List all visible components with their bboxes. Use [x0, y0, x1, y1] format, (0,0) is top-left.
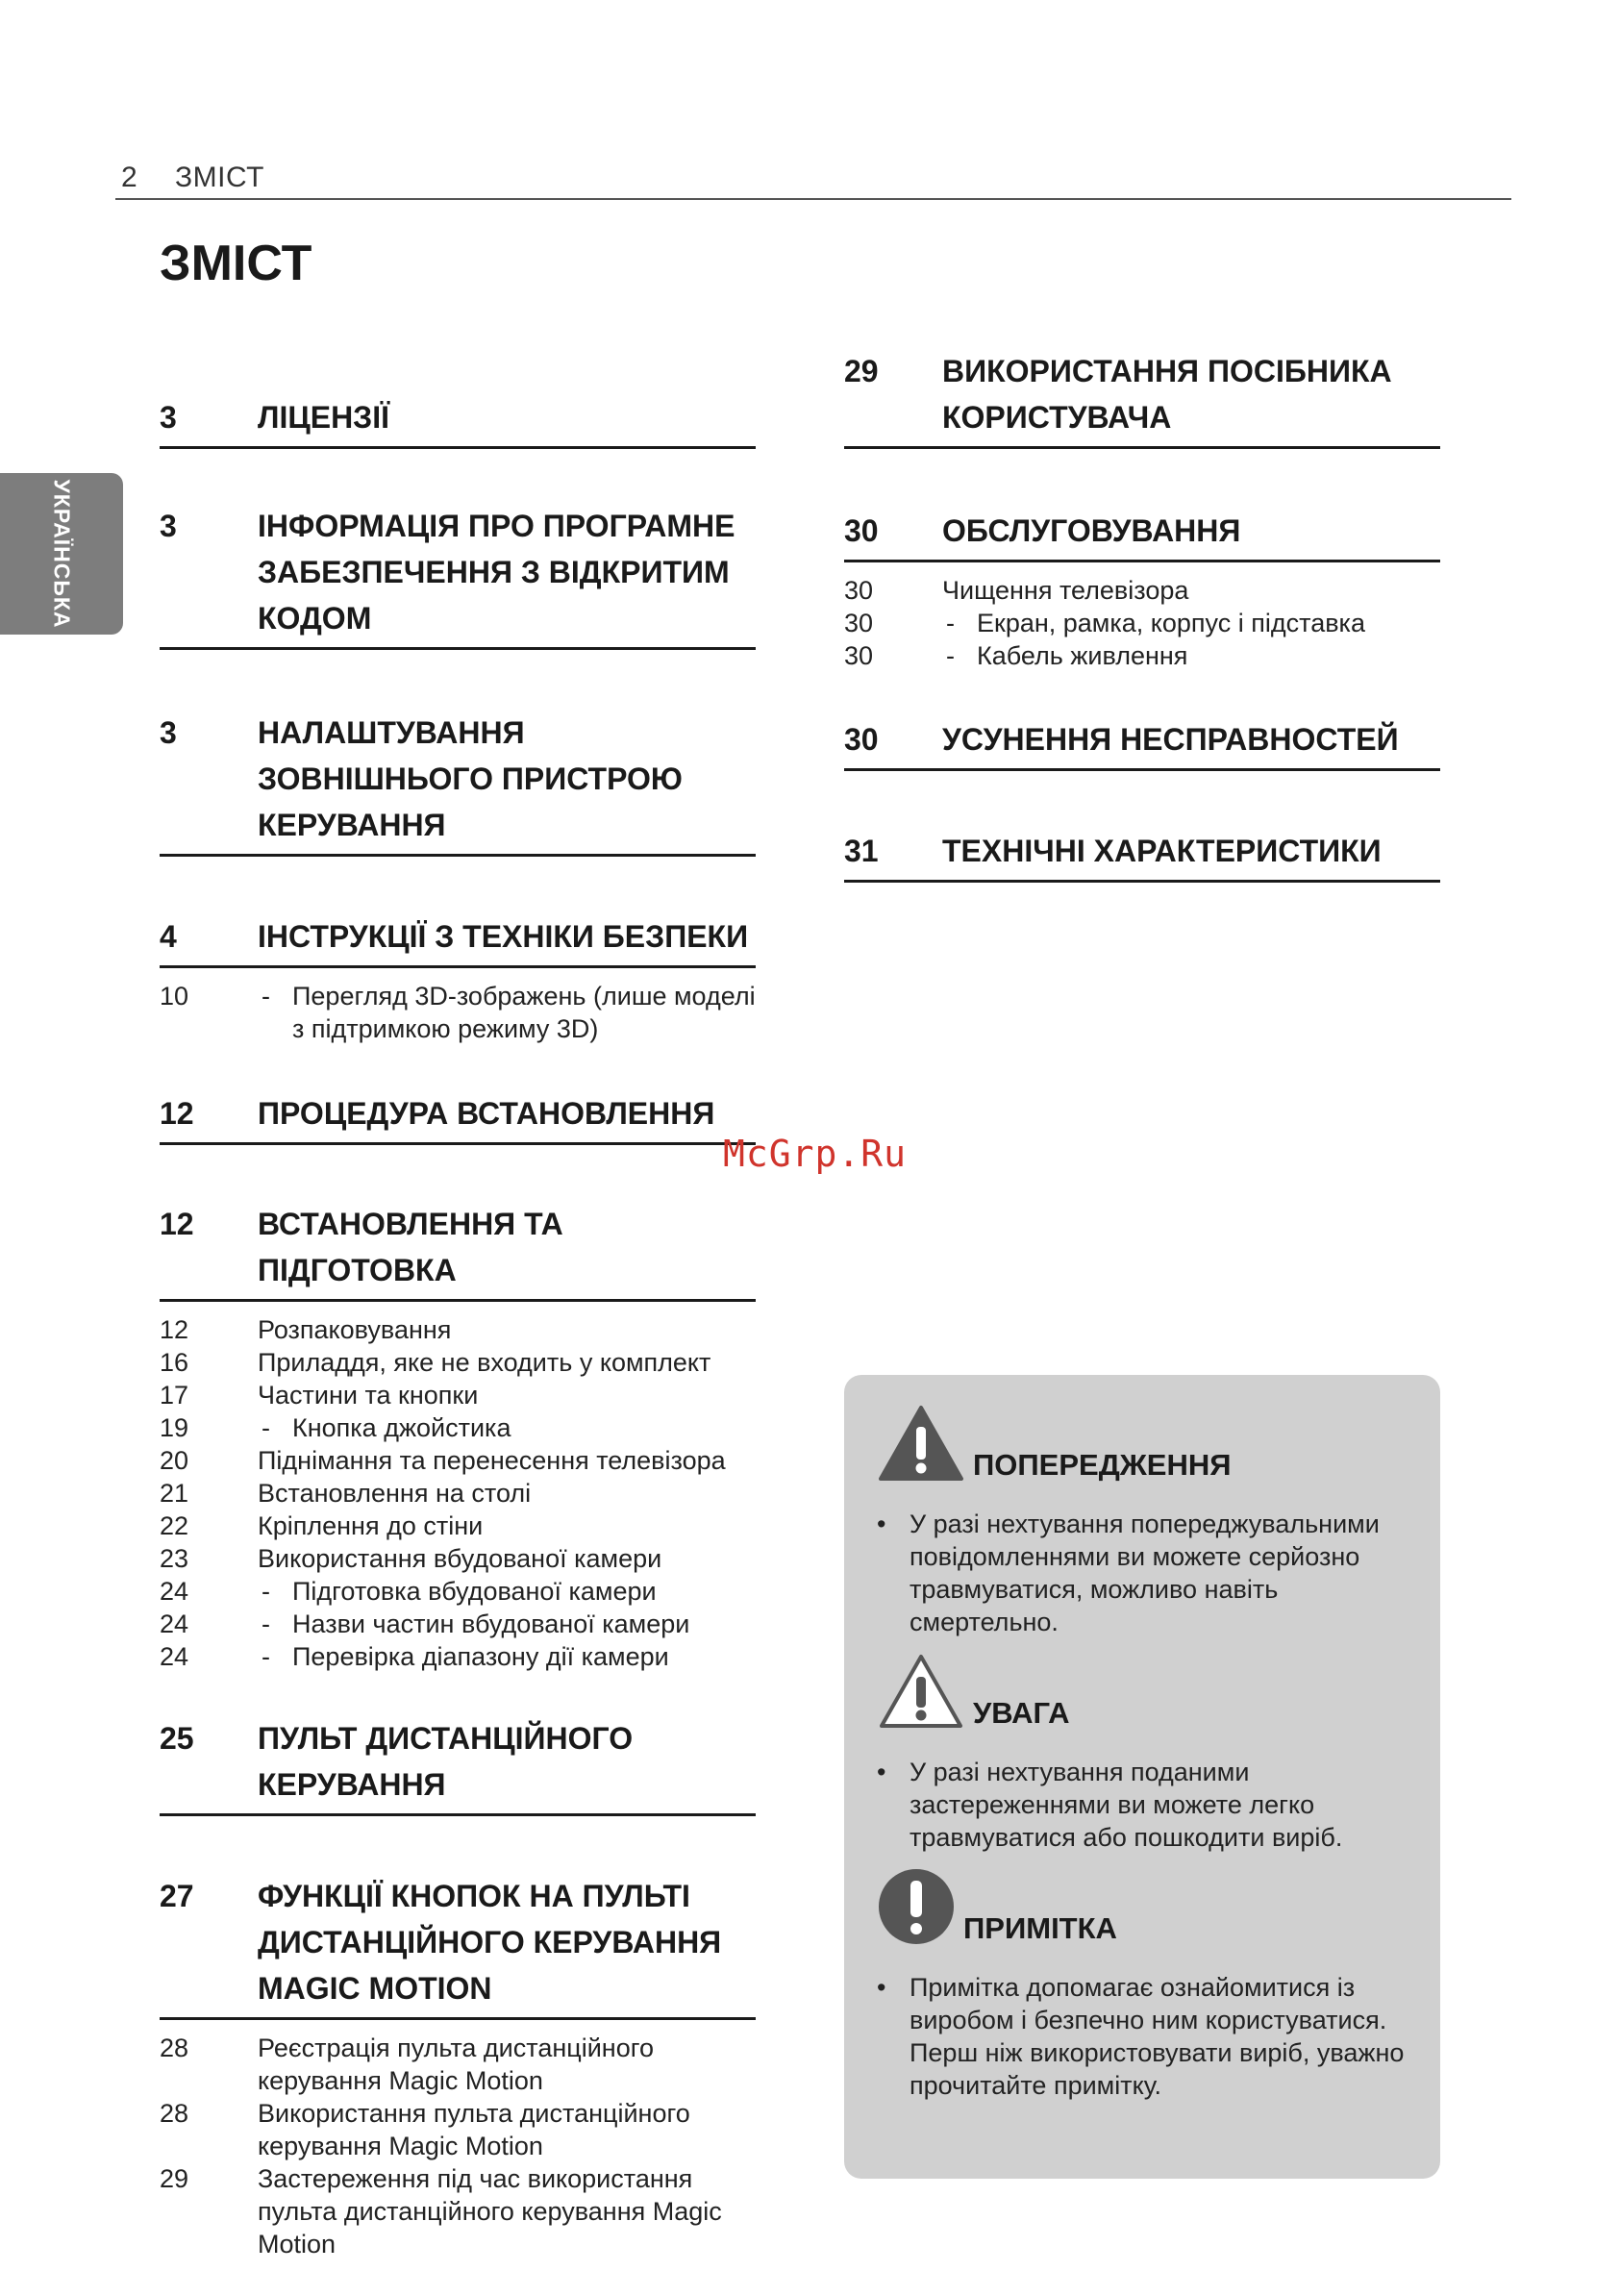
warning-notice [877, 1404, 1425, 1638]
toc-entry[interactable] [160, 1313, 756, 1346]
section-divider [844, 880, 1440, 883]
toc-section-page: 30 [844, 513, 879, 548]
language-tab-label: УКРАЇНСЬКА [49, 479, 75, 629]
toc-entry[interactable] [844, 574, 1440, 607]
toc-section-page: 3 [160, 400, 177, 435]
toc-entry[interactable] [160, 1444, 756, 1477]
toc-section[interactable] [160, 503, 756, 650]
toc-section[interactable] [844, 828, 1440, 883]
toc-entry-text: Кнопка джойстика [292, 1413, 511, 1442]
toc-section[interactable] [160, 1715, 756, 1816]
toc-entry[interactable] [160, 1379, 756, 1411]
toc-section-title: ЛІЦЕНЗІЇ [258, 400, 389, 435]
toc-section[interactable] [160, 1873, 756, 2260]
toc-entry-text: Кріплення до стіни [258, 1511, 484, 1540]
toc-entry-page: 30 [844, 641, 874, 670]
toc-entry[interactable]: 30 - Екран, рамка, корпус і підставка [844, 609, 1365, 637]
section-divider [160, 1142, 756, 1145]
toc-entry-page: 10 [160, 982, 189, 1011]
toc-entry-text: Розпаковування [258, 1315, 452, 1344]
toc-section-page: 12 [160, 1096, 194, 1131]
bullet-icon: • [877, 1758, 886, 1786]
warning-text: У разі нехтування попереджувальними повідомленнями ви можете серйозно травмуватися, можливо навіть смертельно. [910, 1510, 1380, 1636]
toc-entry[interactable] [160, 2162, 756, 2260]
toc-section-page: 29 [844, 354, 879, 388]
page-title: ЗМІСТ [160, 236, 312, 291]
toc-entry-page: 24 [160, 1642, 189, 1671]
toc-entry-text: Використання пульта дистанційного керування Magic Motion [258, 2099, 690, 2160]
toc-entry-page: 12 [160, 1315, 189, 1344]
toc-section-title: ВИКОРИСТАННЯ ПОСІБНИКА КОРИСТУВАЧА [942, 354, 1392, 435]
toc-entry-text: Підготовка вбудованої камери [292, 1577, 657, 1606]
toc-entry-text: Встановлення на столі [258, 1479, 532, 1508]
toc-section-title: ОБСЛУГОВУВАННЯ [942, 513, 1241, 548]
toc-entry-text: Чищення телевізора [942, 576, 1189, 605]
watermark: McGrp.Ru [723, 1133, 908, 1175]
toc-section[interactable] [160, 1090, 756, 1145]
toc-entry[interactable]: 10 - Перегляд 3D-зображень (лише моделі з підтримкою режиму 3D) [160, 982, 756, 1043]
toc-section-title: ВСТАНОВЛЕННЯ ТА ПІДГОТОВКА [258, 1207, 563, 1287]
toc-section-page: 27 [160, 1879, 194, 1913]
section-divider [160, 446, 756, 449]
caution-text: У разі нехтування поданими застереженнями ви можете легко травмуватися або пошкодити виріб. [910, 1758, 1343, 1852]
note-notice [877, 1867, 1425, 2102]
toc-section-title: НАЛАШТУВАННЯ ЗОВНІШНЬОГО ПРИСТРОЮ КЕРУВАННЯ [258, 715, 683, 842]
toc-section-page: 25 [160, 1721, 194, 1756]
toc-entry[interactable]: 24 - Перевірка діапазону дії камери [160, 1642, 669, 1671]
toc-entry-text: Кабель живлення [977, 641, 1188, 670]
toc-entry[interactable] [160, 1477, 756, 1510]
warning-triangle-icon [877, 1404, 965, 1483]
toc-entry-text: Реєстрація пульта дистанційного керування Magic Motion [258, 2034, 654, 2095]
warning-title: ПОПЕРЕДЖЕННЯ [973, 1448, 1232, 1482]
toc-section-page: 4 [160, 919, 177, 954]
toc-entry-text: Приладдя, яке не входить у комплект [258, 1348, 711, 1377]
toc-entry-page: 17 [160, 1381, 189, 1410]
header-divider [115, 198, 1511, 200]
toc-entry-page: 28 [160, 2034, 189, 2062]
toc-entry[interactable]: 19 - Кнопка джойстика [160, 1413, 511, 1442]
page-header [121, 162, 264, 194]
toc-entry-text: Піднімання та перенесення телевізора [258, 1446, 726, 1475]
toc-entry-text: Частини та кнопки [258, 1381, 479, 1410]
section-divider [160, 647, 756, 650]
toc-entry-page: 30 [844, 576, 874, 605]
toc-section-title: ТЕХНІЧНІ ХАРАКТЕРИСТИКИ [942, 834, 1382, 868]
language-tab [0, 473, 123, 635]
toc-entry-page: 20 [160, 1446, 189, 1475]
toc-section-page: 30 [844, 722, 879, 757]
header-title: ЗМІСТ [175, 162, 264, 193]
notice-box [844, 1375, 1440, 2179]
toc-entry-text: Застереження під час використання пульта дистанційного керування Magic Motion [258, 2164, 722, 2259]
toc-section[interactable] [160, 1201, 756, 1673]
section-divider [160, 854, 756, 857]
toc-entry[interactable]: 30 - Кабель живлення [844, 641, 1188, 670]
toc-entry[interactable] [160, 1542, 756, 1575]
toc-entry-page: 22 [160, 1511, 189, 1540]
section-divider [844, 446, 1440, 449]
toc-entry-page: 24 [160, 1577, 189, 1606]
toc-section-title: ФУНКЦІЇ КНОПОК НА ПУЛЬТІ ДИСТАНЦІЙНОГО КЕРУВАННЯ MAGIC MOTION [258, 1879, 722, 2006]
toc-entry-text: Екран, рамка, корпус і підставка [977, 609, 1365, 637]
note-text: Примітка допомагає ознайомитися із виробом і безпечно ним користуватися. Перш ніж використовувати виріб, уважно прочитайте примітку. [910, 1973, 1405, 2100]
caution-notice [877, 1652, 1425, 1854]
toc-entry-text: Назви частин вбудованої камери [292, 1610, 690, 1638]
toc-entry[interactable] [160, 1510, 756, 1542]
section-divider [844, 560, 1440, 562]
section-divider [844, 768, 1440, 771]
toc-entry[interactable]: 24 - Назви частин вбудованої камери [160, 1610, 690, 1638]
toc-section[interactable] [844, 508, 1440, 672]
caution-triangle-icon [877, 1652, 965, 1731]
toc-section[interactable] [160, 394, 756, 449]
toc-entry[interactable] [160, 2097, 756, 2162]
toc-section-page: 3 [160, 509, 177, 543]
toc-entry-page: 24 [160, 1610, 189, 1638]
section-divider [160, 965, 756, 968]
toc-entry-page: 30 [844, 609, 874, 637]
toc-entry-page: 21 [160, 1479, 189, 1508]
bullet-icon: • [877, 1973, 886, 2002]
note-title: ПРИМІТКА [963, 1911, 1117, 1945]
note-exclamation-icon [877, 1867, 956, 1946]
toc-entry[interactable]: 24 - Підготовка вбудованої камери [160, 1577, 657, 1606]
toc-section-page: 12 [160, 1207, 194, 1241]
toc-entry-text: Використання вбудованої камери [258, 1544, 662, 1573]
toc-section[interactable] [160, 913, 756, 1045]
toc-section-page: 3 [160, 715, 177, 750]
toc-entry[interactable] [160, 1346, 756, 1379]
toc-entry-page: 29 [160, 2164, 189, 2193]
toc-section-page: 31 [844, 834, 879, 868]
toc-section-title: ІНФОРМАЦІЯ ПРО ПРОГРАМНЕ ЗАБЕЗПЕЧЕННЯ З ВІДКРИТИМ КОДОМ [258, 509, 735, 636]
toc-entry-text: Перевірка діапазону дії камери [292, 1642, 669, 1671]
toc-section-title: ПУЛЬТ ДИСТАНЦІЙНОГО КЕРУВАННЯ [258, 1721, 634, 1802]
toc-entry-text: Перегляд 3D-зображень (лише моделі з підтримкою режиму 3D) [292, 982, 756, 1043]
toc-section[interactable] [844, 716, 1440, 771]
caution-title: УВАГА [973, 1696, 1070, 1730]
page-number: 2 [121, 162, 138, 193]
toc-entry-page: 19 [160, 1413, 189, 1442]
toc-section-title: УСУНЕННЯ НЕСПРАВНОСТЕЙ [942, 722, 1399, 757]
toc-entry-page: 23 [160, 1544, 189, 1573]
bullet-icon: • [877, 1510, 886, 1538]
toc-entry-page: 16 [160, 1348, 189, 1377]
toc-entry[interactable] [160, 2032, 756, 2097]
toc-entry-page: 28 [160, 2099, 189, 2128]
toc-section[interactable] [844, 348, 1440, 449]
toc-section-title: ПРОЦЕДУРА ВСТАНОВЛЕННЯ [258, 1096, 715, 1131]
section-divider [160, 2017, 756, 2020]
toc-section-title: ІНСТРУКЦІЇ З ТЕХНІКИ БЕЗПЕКИ [258, 919, 749, 954]
section-divider [160, 1299, 756, 1302]
section-divider [160, 1813, 756, 1816]
toc-section[interactable] [160, 710, 756, 857]
